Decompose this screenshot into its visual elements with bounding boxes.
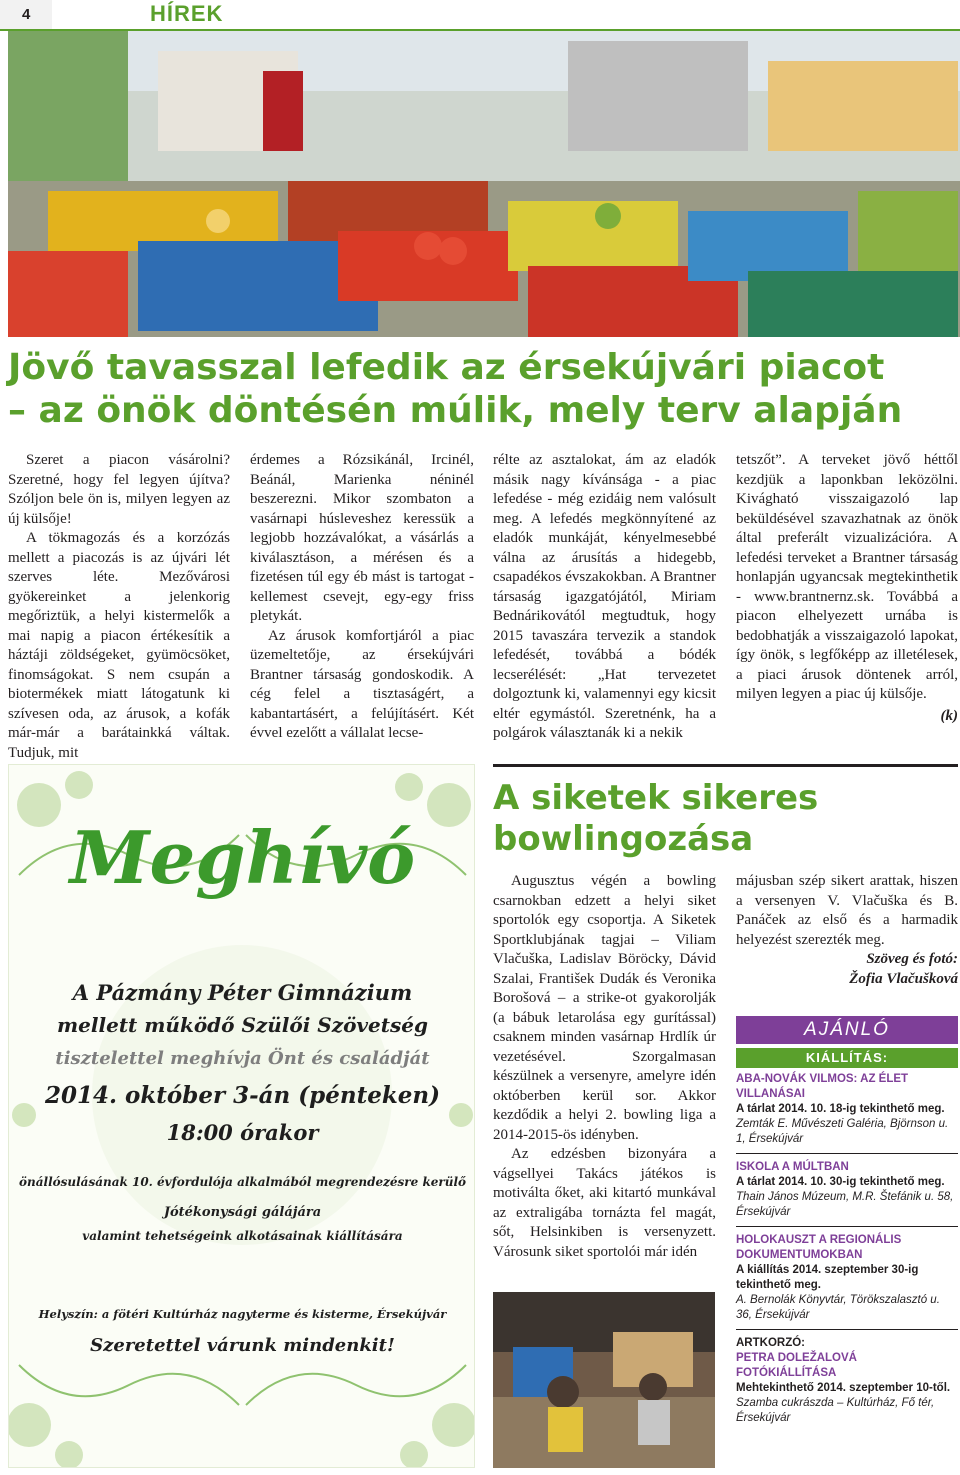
recommendation-item [736,1329,958,1426]
exhibition-category: ARTKORZÓ: [736,1337,805,1349]
invitation-line: Jótékonysági gálájára [163,1205,322,1220]
bowling-headline-line1: A siketek sikeres [493,778,819,818]
market-paragraph: A tökmagozás és a korzózás mellett a piacozás is az újvári lét szerves léte. Mezővárosi gyökereinket a jelenkorig megőriztük, a helyi kistermelők a mai napig a piacon értékesítik a háztáji zöldségeket, gyümöcsöket, finomságokat. S nem csupán a biotermékek miatt látogatunk ki szívesen oda, az árusok, a kofák már-már a barátainkká váltak. Tudjuk, mit [8,530,230,761]
recommendations-box [736,1016,958,1426]
market-column-3 [493,451,716,744]
recommendation-item [736,1153,958,1220]
exhibition-dates: A kiállítás 2014. szeptember 30-ig tekinthető meg. [736,1264,919,1291]
recommendation-item [736,1226,958,1323]
market-headline [8,346,948,432]
exhibition-dates: A tárlat 2014. 10. 18-ig tekinthető meg. [736,1103,945,1115]
article-rule [493,764,958,767]
market-column-4 [736,451,958,726]
market-paragraph: rélte az asztalokat, ám az eladók másik nagy kívánsága - a piac lefedése - még ezidáig nem valósult meg. A lefedés megkönnyítené az eladók munkáját, kényelmesebbé válna az árusítás a hidegebb, csapadékos évszakokban. A Brantner társaság igazgatójától, Miriam Bednárikovától megtudtuk, hogy 2015 tavaszára tervezik a standok lefedését, továbbá a bódék lecserélését: „Hat tervezetet dolgoztunk ki, valamennyi egy kicsit eltér egymástól. Szeretnénk, ha a polgárok választanák ki a nekik [493,452,716,741]
exhibition-dates: Mehtekinthető 2014. szeptember 10-től. [736,1382,951,1394]
exhibition-dates: A tárlat 2014. 10. 30-ig tekinthető meg. [736,1176,945,1188]
bowling-photo [493,1292,715,1468]
invitation-line: tisztelettel meghívja Önt és családját [55,1048,430,1069]
bowling-column-2 [736,872,958,989]
bowling-credit-author: Žofia Vlačušková [849,970,958,987]
bowling-headline-line2: bowlingozása [493,819,754,859]
market-column-1 [8,451,230,763]
market-headline-line2: – az önök döntésén múlik, mely terv alapján [8,390,903,431]
exhibition-name: PETRA DOLEŽALOVÁ FOTÓKIÁLLÍTÁSA [736,1352,857,1379]
recommendations-subtitle: KIÁLLÍTÁS: [736,1048,958,1068]
exhibition-name: ISKOLA A MÚLTBAN [736,1161,849,1173]
bowling-credit-label: Szöveg és fotó: [866,951,958,967]
market-paragraph: érdemes a Rózsikánál, Ircinél, Beánál, Marienka néninél beszerezni. Mikor szombaton a vasárnapi húsleveshez keressük a legjobb hozzávalókat, a vásárlás a kiválasztáson, a mérésen és a fizetésen túl egy éb mást is tartogat - kellemest csevejt, egy-egy friss pletykát. [250,452,474,624]
bowling-paragraph: májusban szép sikert arattak, hiszen a versenyen V. Vlačuška és B. Panáček az első és a harmadik helyezést szerezték meg. [736,873,958,948]
page-header [0,0,960,30]
invitation-poster [8,764,475,1468]
invitation-date: 2014. október 3-án (pénteken) [44,1082,441,1109]
exhibition-name: HOLOKAUSZT A REGIONÁLIS DOKUMENTUMOKBAN [736,1234,902,1261]
invitation-line: valamint tehetségeink alkotásainak kiállítására [82,1229,403,1243]
exhibition-venue: Szamba cukrászda – Kultúrház, Fő tér, Érsekújvár [736,1397,935,1424]
market-column-2 [250,451,474,744]
market-headline-line1: Jövő tavasszal lefedik az érsekújvári piacot [8,347,885,388]
market-lead: Szeret a piacon vásárolni? Szeretné, hogy fel legyen újítva? Szóljon bele ön is, milyen legyen az új külsője! [8,452,230,527]
exhibition-venue: A. Bernolák Könyvtár, Törökszalasztó u. 36, Érsekújvár [736,1294,940,1321]
invitation-line: önállósulásának 10. évfordulója alkalmából megrendezésre kerülő [19,1175,466,1189]
invitation-line: A Pázmány Péter Gimnázium [72,980,413,1005]
invitation-venue: Helyszín: a fötéri Kultúrház nagyterme és kisterme, Érsekújvár [38,1307,447,1321]
section-title: HÍREK [150,1,224,26]
bowling-headline [493,778,958,860]
recommendations-title: AJÁNLÓ [736,1016,958,1044]
market-photo [8,31,960,337]
recommendation-item [736,1068,958,1147]
bowling-paragraph: Az edzésben bizonyára a vágsellyei Takács játékos is motiválta őket, aki kitartó munkával az extraligába tornázta fel magát, sőt, Helsinkiben is versenyzett. Városunk siket sportolói már idén [493,1146,716,1260]
exhibition-venue: Zemták E. Művészeti Galéria, Björnson u. 1, Érsekújvár [736,1118,949,1145]
market-signature: (k) [940,707,958,724]
bowling-column-1 [493,872,716,1262]
exhibition-venue: Thain János Múzeum, M.R. Štefánik u. 58, Érsekújvár [736,1191,954,1218]
bowling-paragraph: Augusztus végén a bowling csarnokban edzett a helyi siket sportolók egy csoportja. A Siketek Sportklubjának tagjai – Viliam Vlačuška, Ladislav Böröcky, Dávid Szalai, František Dudák és Veronika Borošová – a strike-ot gyakorolják (a bábuk letarolása egy gurítással) csaknem minden vasárnap Hrdlík úr vezetésével. Szorgalmasan készülnek a versenyre, amelyre idén októberben kerül sor. Akkor kezdődik a helyi 2. bowling liga a 2014-2015-ös idényben. [493,873,716,1143]
invitation-title: Meghívó [69,815,416,900]
invitation-time: 18:00 órakor [166,1120,319,1145]
market-paragraph: Az árusok komfortjáról a piac üzemeltetője, az érsekújvári Brantner társaság gondoskodik. A cég felel a tisztaságért, a kabantartásért, a felújításért. Két évvel ezelőtt a vállalat lecse- [250,627,474,741]
exhibition-name: ABA-NOVÁK VILMOS: AZ ÉLET VILLANÁSAI [736,1073,909,1100]
invitation-line: mellett működő Szülői Szövetség [57,1013,428,1037]
page-number: 4 [0,0,52,29]
market-paragraph: tetszőt”. A terveket jövő héttől kezdjük a laponkban leközölni. Kivágható visszaigazoló lap beküldésével szavazhatnak az önök által preferált vizualizációra. A lefedési terveket a Brantner társaság honlapján ugyancsak megtekinthetik - www.brantnernz.sk. Továbbá a piacon elhelyezett urnába is bedobhatják a visszaigazoló lapokat, így önök, s legfőképp az illetélesek, a piaci árusok döntenek arról, milyen legyen a piac új külsője. [736,452,958,702]
invitation-closing: Szeretettel várunk mindenkit! [90,1335,395,1356]
